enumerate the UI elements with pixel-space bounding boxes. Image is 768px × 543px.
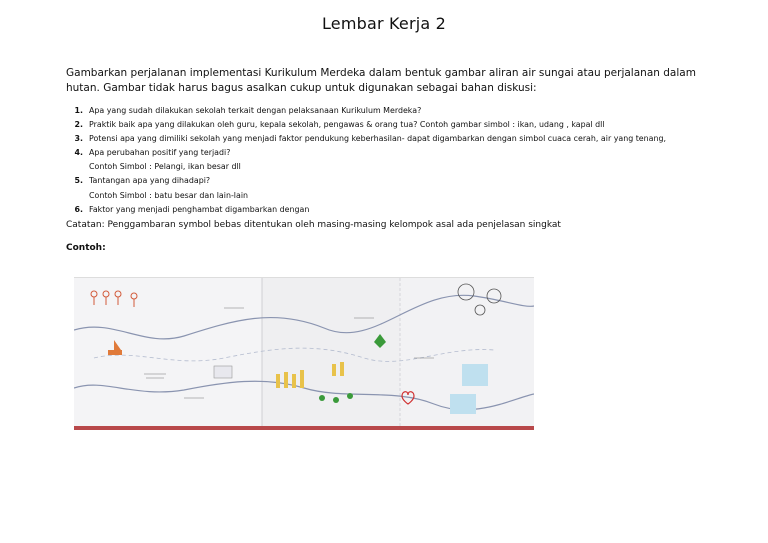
list-item [74, 146, 739, 174]
question-list [66, 104, 739, 217]
question-text: Potensi apa yang dimiliki sekolah yang menjadi faktor pendukung keberhasilan- dapat digambarkan dengan simbol cuaca cerah, air yang tenang, [89, 134, 667, 144]
list-item [74, 132, 739, 146]
list-number: 5. [74, 176, 83, 186]
note-text: Catatan: Penggambaran symbol bebas ditentukan oleh masing-masing kelompok asal ada penjelasan singkat [66, 220, 561, 230]
question-text: Praktik baik apa yang dilakukan oleh guru, kepala sekolah, pengawas & orang tua? Contoh gambar simbol : ikan, udang , kapal dll [89, 120, 605, 130]
example-drawing-photo [74, 277, 534, 430]
list-item [74, 118, 739, 132]
question-text: Apa yang sudah dilakukan sekolah terkait dengan pelaksanaan Kurikulum Merdeka? [89, 106, 422, 115]
list-number: 2. [74, 120, 83, 130]
list-number: 6. [74, 204, 83, 214]
question-text: Apa perubahan positif yang terjadi? [89, 148, 231, 158]
intro-paragraph: Gambarkan perjalanan implementasi Kurikulum Merdeka dalam bentuk gambar aliran air sungai atau perjalanan dalam hutan. Gambar tidak harus bagus asalkan cukup untuk digunakan sebagai bahan diskusi: [66, 67, 696, 94]
list-number: 3. [74, 134, 83, 144]
question-example: Contoh Simbol : batu besar dan lain-lain [89, 190, 249, 200]
question-text: Tantangan apa yang dihadapi? [89, 176, 211, 186]
list-item [74, 174, 739, 202]
example-label: Contoh: [66, 243, 106, 253]
question-example: Contoh Simbol : Pelangi, ikan besar dll [89, 162, 241, 172]
list-item [74, 203, 739, 217]
list-item [74, 104, 739, 118]
question-text: Faktor yang menjadi penghambat digambarkan dengan [89, 204, 310, 214]
river-drawing-illustration [74, 278, 534, 430]
list-number: 1. [74, 106, 83, 115]
list-number: 4. [74, 148, 83, 158]
page-title: Lembar Kerja 2 [321, 14, 447, 33]
